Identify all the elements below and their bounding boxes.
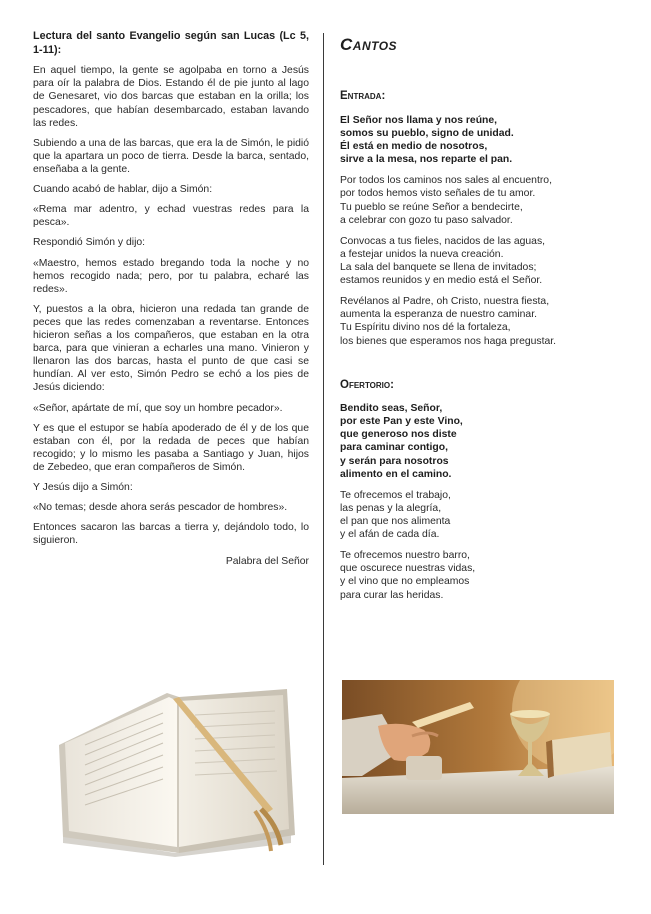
verse-line: el pan que nos alimenta xyxy=(340,516,451,527)
gospel-paragraph: «Señor, apártate de mí, que soy un hombre pecador». xyxy=(33,402,283,414)
entrada-stanza xyxy=(340,174,612,226)
ofertorio-refrain xyxy=(340,402,612,481)
verse-line: para curar las heridas. xyxy=(340,589,444,601)
gospel-paragraph: Entonces sacaron las barcas a tierra y, dejándolo todo, lo siguieron. xyxy=(33,522,309,547)
gospel-closing: Palabra del Señor xyxy=(225,555,309,567)
entrada-stanza xyxy=(340,295,612,347)
gospel-paragraph: «Rema mar adentro, y echad vuestras redes para la pesca». xyxy=(33,204,309,229)
verse-line: los bienes que esperamos nos haga pregustar. xyxy=(340,335,557,347)
verse-line: Bendito seas, Señor, xyxy=(340,403,443,415)
verse-line: a festejar unidos la nueva creación. xyxy=(340,248,504,260)
verse-line: y el afán de cada día. xyxy=(340,529,440,541)
verse-line: que generoso nos diste xyxy=(340,429,457,441)
gospel-paragraph: «Maestro, hemos estado bregando toda la noche y no hemos recogido nada; pero, por tu palabra, echaré las redes». xyxy=(33,257,309,295)
verse-line: El Señor nos llama y nos reúne, xyxy=(340,114,498,126)
gospel-paragraph: «No temas; desde ahora serás pescador de hombres». xyxy=(33,502,288,514)
verse-line: para caminar contigo, xyxy=(340,442,448,454)
verse-line: a celebrar con gozo tu paso salvador. xyxy=(340,214,513,226)
verse-line: por todos hemos visto señales de tu amor. xyxy=(340,188,536,200)
gospel-paragraph: Respondió Simón y dijo: xyxy=(33,237,146,249)
verse-line: por este Pan y este Vino, xyxy=(340,416,463,428)
verse-line: y serán para nosotros xyxy=(340,455,449,467)
verse-line: Te ofrecemos el trabajo, xyxy=(340,489,451,501)
entrada-stanza xyxy=(340,235,612,287)
cantos-title: Cantos xyxy=(340,35,398,54)
entrada-refrain xyxy=(340,114,612,166)
ofertorio-title: Ofertorio: xyxy=(340,378,394,391)
verse-line: Tu Espíritu divino nos dé la fortaleza, xyxy=(340,322,511,334)
gospel-paragraph: Cuando acabó de hablar, dijo a Simón: xyxy=(33,184,213,196)
verse-line: alimento en el camino. xyxy=(340,468,452,480)
verse-line: Él está en medio de nosotros, xyxy=(340,141,488,153)
verse-line: estamos reunidos y en medio está el Señor. xyxy=(340,275,543,287)
altar-chalice-icon xyxy=(342,680,614,814)
verse-line: aumenta la esperanza de nuestro caminar. xyxy=(340,309,537,321)
verse-line: Revélanos al Padre, oh Cristo, nuestra fiesta, xyxy=(340,296,550,308)
verse-line: y el vino que no empleamos xyxy=(340,576,470,588)
verse-line: Por todos los caminos nos sales al encuentro, xyxy=(340,175,552,187)
gospel-paragraph: Y Jesús dijo a Simón: xyxy=(33,482,133,494)
gospel-column xyxy=(33,30,309,575)
cantos-column xyxy=(340,34,612,610)
verse-line: Tu pueblo se reúne Señor a bendecirte, xyxy=(340,201,523,213)
verse-line: las penas y la alegría, xyxy=(340,502,442,514)
verse-line: Te ofrecemos nuestro barro, xyxy=(340,550,470,562)
verse-line: que oscurece nuestras vidas, xyxy=(340,563,476,575)
gospel-paragraph: En aquel tiempo, la gente se agolpaba en torno a Jesús para oír la palabra de Dios. Estando él de pie junto al lago de Genesaret, vio dos barcas que estaban en la orilla; los pescadores, que habían desembarcado, estaban lavando las redes. xyxy=(33,65,309,129)
ofertorio-stanza xyxy=(340,489,612,541)
verse-line: La sala del banquete se llena de invitados; xyxy=(340,261,537,273)
verse-line: somos su pueblo, signo de unidad. xyxy=(340,128,514,139)
open-bible-icon xyxy=(55,685,300,857)
gospel-paragraph: Y, puestos a la obra, hicieron una redada tan grande de peces que las redes comenzaban a reventarse. Entonces hicieron señas a los compañeros, que estaban en la otra barca, para que vinieran a echarles una mano. Vinieron y llenaron las dos barcas, hasta el punto de que casi se hundían. Al ver esto, Simón Pedro se echó a los pies de Jesús diciendo: xyxy=(33,303,309,394)
verse-line: Convocas a tus fieles, nacidos de las aguas, xyxy=(340,235,546,247)
gospel-paragraph: Subiendo a una de las barcas, que era la de Simón, le pidió que la apartara un poco de tierra. Desde la barca, sentado, enseñaba a la gente. xyxy=(33,137,309,175)
entrada-title: Entrada: xyxy=(340,90,386,103)
verse-line: sirve a la mesa, nos reparte el pan. xyxy=(340,154,513,166)
gospel-title: Lectura del santo Evangelio según san Lucas (Lc 5, 1-11): xyxy=(33,30,309,56)
ofertorio-stanza xyxy=(340,549,612,601)
gospel-paragraph: Y es que el estupor se había apoderado de él y de los que estaban con él, por la redada de peces que habían recogido; y lo mismo les pasaba a Santiago y Juan, hijos de Zebedeo, que eran compañeros de Simón. xyxy=(33,422,309,474)
column-divider xyxy=(323,33,324,865)
